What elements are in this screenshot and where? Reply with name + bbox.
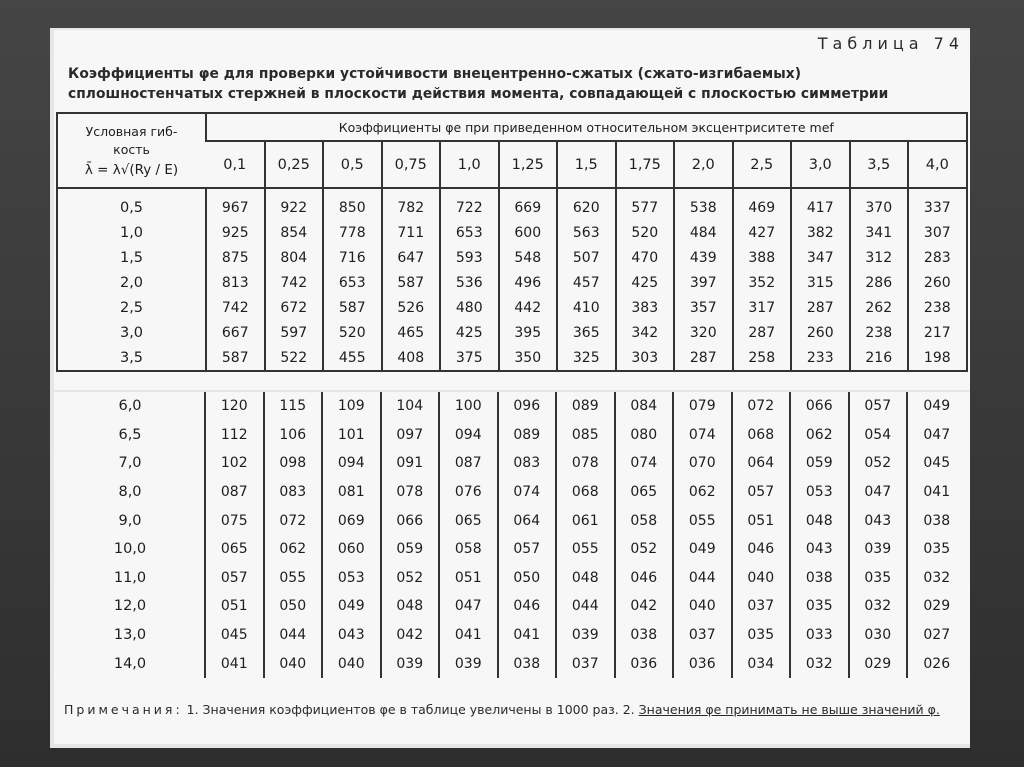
coefficient-cell: 057 xyxy=(849,392,908,421)
coefficient-cell: 045 xyxy=(205,621,264,650)
slenderness-cell: 2,5 xyxy=(119,299,144,316)
coefficient-cell: 027 xyxy=(907,621,966,650)
coefficient-cell: 087 xyxy=(439,449,498,478)
slenderness-cell: 14,0 xyxy=(113,655,147,672)
coefficient-cell: 032 xyxy=(790,649,849,678)
coefficient-cell: 260 xyxy=(908,270,967,295)
coefficient-cell: 507 xyxy=(557,245,616,270)
note-2-text: Значения φe принимать не выше значений φ. xyxy=(638,702,940,717)
table-row xyxy=(56,564,966,593)
coefficient-cell: 055 xyxy=(264,564,323,593)
table-row xyxy=(57,188,967,220)
table-caption-line-1: Коэффициенты φe для проверки устойчивости внецентренно-сжатых (сжато-изгибаемых) xyxy=(68,66,802,82)
coefficient-cell: 587 xyxy=(323,295,382,320)
coefficient-cell: 286 xyxy=(850,270,909,295)
coefficient-cell: 496 xyxy=(499,270,558,295)
coefficient-cell: 047 xyxy=(439,592,498,621)
eccentricity-header-cell: 0,1 xyxy=(206,141,265,188)
coefficient-cell: 057 xyxy=(205,564,264,593)
coefficient-cell: 072 xyxy=(732,392,791,421)
notes-label: Примечания: xyxy=(64,702,183,717)
coefficient-cell: 096 xyxy=(498,392,557,421)
coefficient-cell: 038 xyxy=(615,621,674,650)
eccentricity-header-cell: 0,25 xyxy=(265,141,324,188)
coefficient-cell: 078 xyxy=(556,449,615,478)
coefficient-cell: 074 xyxy=(615,449,674,478)
coefficient-cell: 094 xyxy=(322,449,381,478)
coefficient-cell: 064 xyxy=(732,449,791,478)
coefficient-cell: 052 xyxy=(849,449,908,478)
coefficient-cell: 425 xyxy=(616,270,675,295)
coefficient-cell: 520 xyxy=(323,320,382,345)
slenderness-formula: λ̄ = λ√(Ry / E) xyxy=(84,161,179,178)
slenderness-cell: 2,0 xyxy=(119,274,144,291)
slenderness-cell: 8,0 xyxy=(118,484,142,501)
coefficient-cell: 600 xyxy=(499,220,558,245)
coefficient-cell: 262 xyxy=(850,295,909,320)
table-bottom-panel xyxy=(54,392,970,744)
coefficient-cell: 120 xyxy=(205,392,264,421)
coefficient-cell: 059 xyxy=(381,535,440,564)
coefficient-cell: 287 xyxy=(733,320,792,345)
coefficient-cell: 216 xyxy=(850,345,909,371)
slenderness-cell: 6,5 xyxy=(118,426,142,443)
coefficient-cell: 055 xyxy=(673,506,732,535)
coefficient-cell: 548 xyxy=(499,245,558,270)
coefficient-cell: 057 xyxy=(498,535,557,564)
coefficient-cell: 087 xyxy=(205,478,264,507)
coefficient-cell: 050 xyxy=(498,564,557,593)
coefficient-cell: 051 xyxy=(732,506,791,535)
coefficient-cell: 094 xyxy=(439,421,498,450)
coefficient-cell: 484 xyxy=(674,220,733,245)
coefficient-cell: 065 xyxy=(615,478,674,507)
coefficient-cell: 074 xyxy=(498,478,557,507)
coefficient-cell: 217 xyxy=(908,320,967,345)
table-row xyxy=(56,449,966,478)
coefficient-cell: 041 xyxy=(907,478,966,507)
coefficient-cell: 046 xyxy=(498,592,557,621)
coefficient-cell: 042 xyxy=(381,621,440,650)
coefficient-cell: 084 xyxy=(615,392,674,421)
coefficient-cell: 457 xyxy=(557,270,616,295)
coefficient-cell: 100 xyxy=(439,392,498,421)
coefficient-cell: 439 xyxy=(674,245,733,270)
coefficient-cell: 041 xyxy=(439,621,498,650)
coefficient-cell: 089 xyxy=(556,392,615,421)
coefficient-cell: 037 xyxy=(673,621,732,650)
coefficient-cell: 029 xyxy=(907,592,966,621)
table-row xyxy=(56,392,966,421)
coefficient-cell: 742 xyxy=(265,270,324,295)
coefficient-cell: 044 xyxy=(673,564,732,593)
coefficient-cell: 577 xyxy=(616,188,675,220)
coefficient-cell: 233 xyxy=(791,345,850,371)
coefficient-cell: 337 xyxy=(908,188,967,220)
coefficient-cell: 043 xyxy=(790,535,849,564)
coefficient-cell: 038 xyxy=(907,506,966,535)
coefficient-cell: 850 xyxy=(323,188,382,220)
coefficient-cell: 052 xyxy=(615,535,674,564)
coefficient-cell: 040 xyxy=(264,649,323,678)
eccentricity-subheader: Коэффициенты φe при приведенном относительном эксцентриситете mef xyxy=(206,113,967,141)
coefficient-cell: 030 xyxy=(849,621,908,650)
coefficient-cell: 040 xyxy=(673,592,732,621)
coefficient-cell: 782 xyxy=(382,188,441,220)
coefficient-cell: 032 xyxy=(907,564,966,593)
coefficient-cell: 052 xyxy=(381,564,440,593)
coefficient-cell: 104 xyxy=(381,392,440,421)
coefficient-cell: 520 xyxy=(616,220,675,245)
coefficient-cell: 620 xyxy=(557,188,616,220)
table-caption-line-2: сплошностенчатых стержней в плоскости действия момента, совпадающей с плоскостью симметрии xyxy=(68,86,889,102)
coefficient-cell: 563 xyxy=(557,220,616,245)
coefficient-cell: 055 xyxy=(556,535,615,564)
coefficient-cell: 054 xyxy=(849,421,908,450)
coefficient-cell: 198 xyxy=(908,345,967,371)
coefficient-cell: 053 xyxy=(322,564,381,593)
table-row xyxy=(56,649,966,678)
coefficient-cell: 395 xyxy=(499,320,558,345)
coefficient-cell: 062 xyxy=(790,421,849,450)
coefficient-cell: 069 xyxy=(322,506,381,535)
coefficient-cell: 026 xyxy=(907,649,966,678)
slenderness-header xyxy=(57,113,206,188)
eccentricity-header-cell: 3,0 xyxy=(791,141,850,188)
coefficient-cell: 043 xyxy=(849,506,908,535)
coefficient-cell: 442 xyxy=(499,295,558,320)
coefficient-cell: 035 xyxy=(790,592,849,621)
coefficient-cell: 044 xyxy=(556,592,615,621)
coefficient-cell: 813 xyxy=(206,270,265,295)
coefficient-cell: 357 xyxy=(674,295,733,320)
coefficient-cell: 039 xyxy=(439,649,498,678)
coefficient-cell: 804 xyxy=(265,245,324,270)
table-row xyxy=(56,421,966,450)
coefficient-cell: 050 xyxy=(264,592,323,621)
eccentricity-header-cell: 2,0 xyxy=(674,141,733,188)
coefficient-cell: 061 xyxy=(556,506,615,535)
table-top-panel xyxy=(54,30,970,390)
coefficient-cell: 647 xyxy=(382,245,441,270)
coefficient-cell: 062 xyxy=(673,478,732,507)
coefficient-cell: 044 xyxy=(264,621,323,650)
coefficient-cell: 109 xyxy=(322,392,381,421)
coefficient-cell: 258 xyxy=(733,345,792,371)
coefficient-cell: 083 xyxy=(264,478,323,507)
eccentricity-header-cell: 2,5 xyxy=(733,141,792,188)
coefficient-cell: 066 xyxy=(790,392,849,421)
coefficient-cell: 716 xyxy=(323,245,382,270)
eccentricity-header-cell: 0,75 xyxy=(382,141,441,188)
coefficient-cell: 238 xyxy=(850,320,909,345)
coefficient-cell: 522 xyxy=(265,345,324,371)
coefficient-cell: 408 xyxy=(382,345,441,371)
coefficient-cell: 075 xyxy=(205,506,264,535)
coefficient-cell: 051 xyxy=(439,564,498,593)
table-row xyxy=(57,345,967,371)
coefficient-cell: 417 xyxy=(791,188,850,220)
coefficient-cell: 410 xyxy=(557,295,616,320)
coefficient-cell: 034 xyxy=(732,649,791,678)
coefficient-cell: 079 xyxy=(673,392,732,421)
coefficient-cell: 538 xyxy=(674,188,733,220)
coefficient-cell: 425 xyxy=(440,320,499,345)
coefficient-cell: 341 xyxy=(850,220,909,245)
table-row xyxy=(56,621,966,650)
slenderness-cell: 3,0 xyxy=(119,324,144,341)
coefficient-cell: 365 xyxy=(557,320,616,345)
slenderness-cell: 3,5 xyxy=(119,349,144,366)
table-row xyxy=(57,220,967,245)
coefficient-cell: 068 xyxy=(556,478,615,507)
coefficient-cell: 397 xyxy=(674,270,733,295)
coefficient-cell: 106 xyxy=(264,421,323,450)
slenderness-cell: 0,5 xyxy=(119,199,144,216)
coefficient-cell: 046 xyxy=(615,564,674,593)
coefficient-cell: 041 xyxy=(498,621,557,650)
coefficient-cell: 039 xyxy=(381,649,440,678)
coefficient-cell: 238 xyxy=(908,295,967,320)
coefficient-cell: 667 xyxy=(206,320,265,345)
coefficient-cell: 045 xyxy=(907,449,966,478)
coefficient-cell: 967 xyxy=(206,188,265,220)
coefficient-cell: 672 xyxy=(265,295,324,320)
coefficient-cell: 287 xyxy=(791,295,850,320)
eccentricity-header-cell: 1,25 xyxy=(499,141,558,188)
coefficient-cell: 317 xyxy=(733,295,792,320)
coefficient-cell: 320 xyxy=(674,320,733,345)
coefficient-cell: 065 xyxy=(205,535,264,564)
coefficient-cell: 058 xyxy=(615,506,674,535)
note-1-text: 1. Значения коэффициентов φe в таблице увеличены в 1000 раз. 2. xyxy=(186,702,635,717)
coefficient-cell: 347 xyxy=(791,245,850,270)
coefficient-cell: 854 xyxy=(265,220,324,245)
coefficient-cell: 068 xyxy=(732,421,791,450)
coefficient-cell: 038 xyxy=(498,649,557,678)
coefficient-cell: 383 xyxy=(616,295,675,320)
coefficient-cell: 669 xyxy=(499,188,558,220)
coefficient-cell: 587 xyxy=(382,270,441,295)
coefficient-cell: 064 xyxy=(498,506,557,535)
coefficient-cell: 037 xyxy=(556,649,615,678)
coefficient-cell: 049 xyxy=(322,592,381,621)
slenderness-cell: 9,0 xyxy=(118,512,142,529)
coefficient-cell: 653 xyxy=(323,270,382,295)
coefficient-cell: 046 xyxy=(732,535,791,564)
slenderness-cell: 13,0 xyxy=(113,627,147,644)
coefficient-cell: 388 xyxy=(733,245,792,270)
coefficient-cell: 778 xyxy=(323,220,382,245)
table-row xyxy=(56,535,966,564)
coefficient-cell: 037 xyxy=(732,592,791,621)
table-row xyxy=(57,270,967,295)
table-row xyxy=(57,320,967,345)
eccentricity-header-cell: 0,5 xyxy=(323,141,382,188)
coefficient-cell: 593 xyxy=(440,245,499,270)
coefficient-cell: 048 xyxy=(790,506,849,535)
coefficient-cell: 035 xyxy=(849,564,908,593)
coefficient-cell: 042 xyxy=(615,592,674,621)
coefficient-cell: 480 xyxy=(440,295,499,320)
eccentricity-header-cell: 4,0 xyxy=(908,141,967,188)
coefficient-cell: 091 xyxy=(381,449,440,478)
coefficient-cell: 925 xyxy=(206,220,265,245)
coefficient-cell: 040 xyxy=(322,649,381,678)
coefficient-cell: 043 xyxy=(322,621,381,650)
coefficient-cell: 101 xyxy=(322,421,381,450)
coefficient-cell: 049 xyxy=(907,392,966,421)
coefficient-cell: 040 xyxy=(732,564,791,593)
table-row xyxy=(57,295,967,320)
table-row xyxy=(56,506,966,535)
slenderness-cell: 7,0 xyxy=(118,455,142,472)
coefficient-cell: 035 xyxy=(732,621,791,650)
coefficient-cell: 315 xyxy=(791,270,850,295)
coefficient-cell: 032 xyxy=(849,592,908,621)
coefficient-cell: 057 xyxy=(732,478,791,507)
coefficient-cell: 047 xyxy=(849,478,908,507)
slenderness-header-label: Условная гиб-кость xyxy=(85,123,178,157)
coefficient-cell: 427 xyxy=(733,220,792,245)
coefficient-cell: 307 xyxy=(908,220,967,245)
coefficient-cell: 283 xyxy=(908,245,967,270)
table-row xyxy=(57,245,967,270)
coefficient-cell: 048 xyxy=(381,592,440,621)
coefficient-cell: 303 xyxy=(616,345,675,371)
eccentricity-header-cell: 1,5 xyxy=(557,141,616,188)
coefficient-cell: 029 xyxy=(849,649,908,678)
coefficient-cell: 312 xyxy=(850,245,909,270)
coefficient-cell: 078 xyxy=(381,478,440,507)
coefficient-cell: 081 xyxy=(322,478,381,507)
coefficient-cell: 526 xyxy=(382,295,441,320)
coefficient-cell: 587 xyxy=(206,345,265,371)
coefficient-cell: 722 xyxy=(440,188,499,220)
table-row xyxy=(56,592,966,621)
coefficient-cell: 035 xyxy=(907,535,966,564)
slenderness-cell: 1,5 xyxy=(119,249,144,266)
coefficient-cell: 370 xyxy=(850,188,909,220)
coefficient-cell: 597 xyxy=(265,320,324,345)
coefficient-cell: 059 xyxy=(790,449,849,478)
coefficient-cell: 875 xyxy=(206,245,265,270)
eccentricity-header-cell: 1,75 xyxy=(616,141,675,188)
coefficient-cell: 072 xyxy=(264,506,323,535)
coefficient-cell: 048 xyxy=(556,564,615,593)
slenderness-cell: 10,0 xyxy=(113,541,147,558)
coefficient-cell: 076 xyxy=(439,478,498,507)
coefficient-cell: 342 xyxy=(616,320,675,345)
eccentricity-header-cell: 1,0 xyxy=(440,141,499,188)
coefficient-cell: 375 xyxy=(440,345,499,371)
coefficient-cell: 089 xyxy=(498,421,557,450)
slenderness-cell: 11,0 xyxy=(113,569,147,586)
coefficient-cell: 465 xyxy=(382,320,441,345)
coefficient-cell: 350 xyxy=(499,345,558,371)
table-number: Таблица 74 xyxy=(817,34,964,53)
coefficient-cell: 051 xyxy=(205,592,264,621)
coefficient-cell: 062 xyxy=(264,535,323,564)
coefficient-cell: 066 xyxy=(381,506,440,535)
coefficient-cell: 455 xyxy=(323,345,382,371)
coefficient-cell: 085 xyxy=(556,421,615,450)
coefficient-cell: 047 xyxy=(907,421,966,450)
coefficient-cell: 653 xyxy=(440,220,499,245)
coefficient-cell: 352 xyxy=(733,270,792,295)
coefficient-cell: 083 xyxy=(498,449,557,478)
coefficient-cell: 742 xyxy=(206,295,265,320)
coefficient-cell: 060 xyxy=(322,535,381,564)
coefficient-cell: 287 xyxy=(674,345,733,371)
coefficient-cell: 098 xyxy=(264,449,323,478)
coefficient-cell: 074 xyxy=(673,421,732,450)
coefficient-cell: 070 xyxy=(673,449,732,478)
slenderness-cell: 6,0 xyxy=(118,398,142,415)
coefficient-cell: 039 xyxy=(556,621,615,650)
table-notes xyxy=(64,700,964,720)
coefficient-cell: 097 xyxy=(381,421,440,450)
coefficient-cell: 260 xyxy=(791,320,850,345)
coefficient-cell: 115 xyxy=(264,392,323,421)
coefficient-cell: 053 xyxy=(790,478,849,507)
coefficient-cell: 382 xyxy=(791,220,850,245)
table-row xyxy=(56,478,966,507)
coefficient-cell: 536 xyxy=(440,270,499,295)
coefficient-cell: 049 xyxy=(673,535,732,564)
slenderness-cell: 12,0 xyxy=(113,598,147,615)
coefficients-table-bottom xyxy=(56,392,966,678)
coefficient-cell: 112 xyxy=(205,421,264,450)
coefficient-cell: 039 xyxy=(849,535,908,564)
coefficient-cell: 058 xyxy=(439,535,498,564)
coefficient-cell: 038 xyxy=(790,564,849,593)
coefficient-cell: 711 xyxy=(382,220,441,245)
coefficient-cell: 102 xyxy=(205,449,264,478)
coefficient-cell: 065 xyxy=(439,506,498,535)
slenderness-cell: 1,0 xyxy=(119,224,144,241)
coefficients-table-top xyxy=(56,112,968,372)
eccentricity-header-cell: 3,5 xyxy=(850,141,909,188)
coefficient-cell: 036 xyxy=(615,649,674,678)
coefficient-cell: 041 xyxy=(205,649,264,678)
coefficient-cell: 469 xyxy=(733,188,792,220)
coefficient-cell: 325 xyxy=(557,345,616,371)
coefficient-cell: 033 xyxy=(790,621,849,650)
coefficient-cell: 080 xyxy=(615,421,674,450)
coefficient-cell: 036 xyxy=(673,649,732,678)
coefficient-cell: 922 xyxy=(265,188,324,220)
coefficient-cell: 470 xyxy=(616,245,675,270)
